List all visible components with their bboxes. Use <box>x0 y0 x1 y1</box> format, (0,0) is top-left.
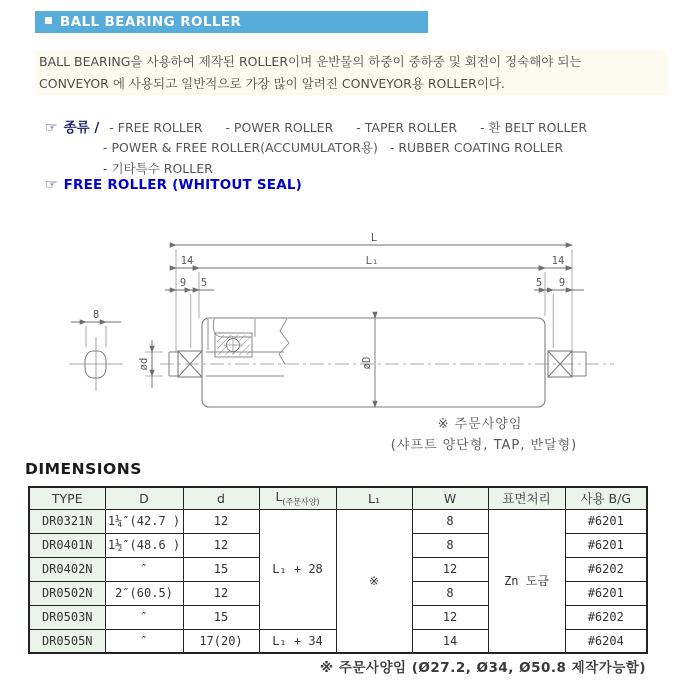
type-item: - 기타특수 ROLLER <box>103 161 213 176</box>
cell-type: DR0402N <box>29 557 105 581</box>
cell-D: 2″(60.5) <box>105 581 183 605</box>
svg-text:14: 14 <box>180 255 194 267</box>
type-item: - TAPER ROLLER <box>356 120 458 135</box>
cell-surface-merged: Zn 도금 <box>488 509 565 653</box>
types-row-2 <box>103 138 575 156</box>
col-header-d: d <box>183 487 259 509</box>
col-header-surface: 표면처리 <box>488 487 565 509</box>
cell-L-formula: L₁ + 28 <box>259 509 336 629</box>
col-header-D: D <box>105 487 183 509</box>
svg-text:L₁: L₁ <box>365 255 379 267</box>
dimension-9-5-left <box>165 277 214 290</box>
dimension-L <box>176 232 572 245</box>
table-header-row <box>29 487 647 509</box>
dimension-5-9-right <box>534 277 584 290</box>
description-line: BALL BEARING을 사용하여 제작된 ROLLER이며 운반물의 하중이 중하중 및 회전이 정숙해야 되는 <box>39 54 582 69</box>
cell-d: 17(20) <box>183 629 259 653</box>
types-row-1 <box>45 116 610 136</box>
cell-bearing: #6201 <box>565 581 647 605</box>
cell-W: 12 <box>412 557 488 581</box>
col-header-L-main: L <box>275 489 283 504</box>
description-line: CONVEYOR 에 사용되고 일반적으로 가장 많이 알려진 CONVEYOR용 ROLLER이다. <box>39 76 505 91</box>
square-bullet-icon: ■ <box>44 16 53 26</box>
free-roller-subtitle-row <box>45 177 302 193</box>
break-line <box>279 319 289 364</box>
cell-d: 12 <box>183 581 259 605</box>
cell-type: DR0321N <box>29 509 105 533</box>
type-item: - 환 BELT ROLLER <box>480 120 588 135</box>
cell-L-formula: L₁ + 34 <box>259 629 336 653</box>
page-title: BALL BEARING ROLLER <box>59 14 242 30</box>
cell-d: 15 <box>183 557 259 581</box>
section-title-bar <box>35 11 428 33</box>
cell-bearing: #6202 <box>565 557 647 581</box>
types-row-3 <box>103 159 236 177</box>
table-footnote: ※ 주문사양임 (Ø27.2, Ø34, Ø50.8 제작가능함) <box>320 660 646 676</box>
cell-bearing: #6202 <box>565 605 647 629</box>
col-header-L <box>259 487 336 509</box>
dimension-L1-row <box>176 255 572 268</box>
shaft-cross-section <box>69 337 123 391</box>
type-item: - RUBBER COATING ROLLER <box>389 140 564 155</box>
type-item: - POWER & FREE ROLLER(ACCUMULATOR용) <box>103 140 378 155</box>
svg-text:L: L <box>370 232 378 244</box>
col-header-type: TYPE <box>29 487 105 509</box>
cell-type: DR0503N <box>29 605 105 629</box>
col-header-L1: L₁ <box>336 487 412 509</box>
cell-type: DR0505N <box>29 629 105 653</box>
col-header-bearing: 사용 B/G <box>565 487 647 509</box>
cell-d: 12 <box>183 533 259 557</box>
col-header-L-sub: (주문사양) <box>282 497 320 507</box>
cell-L1-merged: ※ <box>336 509 412 653</box>
cell-D: ″ <box>105 629 183 653</box>
roller-technical-drawing <box>0 228 685 460</box>
cell-type: DR0502N <box>29 581 105 605</box>
svg-text:9: 9 <box>558 277 566 289</box>
dimension-od <box>138 340 152 388</box>
cell-W: 14 <box>412 629 488 653</box>
svg-text:8: 8 <box>92 309 100 321</box>
dimension-8 <box>71 309 121 322</box>
col-header-W: W <box>412 487 488 509</box>
dimension-oD <box>361 318 375 407</box>
svg-text:øD: øD <box>361 356 373 370</box>
drawing-note-1: ※ 주문사양임 <box>437 417 523 432</box>
free-roller-subtitle: FREE ROLLER (WHITOUT SEAL) <box>63 177 303 193</box>
cell-d: 15 <box>183 605 259 629</box>
types-label: 종류 / <box>63 120 100 136</box>
cell-d: 12 <box>183 509 259 533</box>
cell-W: 12 <box>412 605 488 629</box>
svg-text:5: 5 <box>535 277 543 289</box>
svg-text:ød: ød <box>138 357 150 371</box>
description-box <box>35 50 667 95</box>
roller-body <box>202 318 545 407</box>
cell-bearing: #6204 <box>565 629 647 653</box>
cell-D: 1½″(48.6 ) <box>105 533 183 557</box>
cell-bearing: #6201 <box>565 509 647 533</box>
cell-bearing: #6201 <box>565 533 647 557</box>
table-row <box>29 509 647 533</box>
svg-text:14: 14 <box>551 255 565 267</box>
pointing-hand-icon: ☞ <box>45 177 58 193</box>
bearing-cutaway-detail <box>206 319 289 376</box>
type-item: - FREE ROLLER <box>109 120 203 135</box>
dimensions-table <box>28 486 648 654</box>
type-item: - POWER ROLLER <box>225 120 334 135</box>
cell-D: 1¼″(42.7 ) <box>105 509 183 533</box>
svg-text:9: 9 <box>179 277 187 289</box>
cell-D: ″ <box>105 605 183 629</box>
cell-type: DR0401N <box>29 533 105 557</box>
svg-text:5: 5 <box>200 277 208 289</box>
cell-W: 8 <box>412 509 488 533</box>
cell-W: 8 <box>412 581 488 605</box>
cell-W: 8 <box>412 533 488 557</box>
cell-D: ″ <box>105 557 183 581</box>
drawing-note-2: (샤프트 양단형, TAP, 반달형) <box>390 438 578 453</box>
pointing-hand-icon: ☞ <box>45 120 58 136</box>
dimensions-title: DIMENSIONS <box>25 460 142 478</box>
